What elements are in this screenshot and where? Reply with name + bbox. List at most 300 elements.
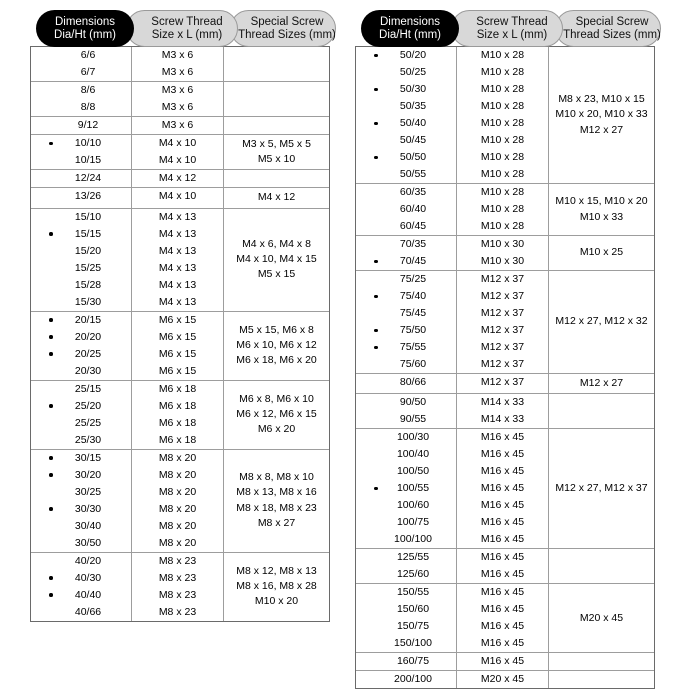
table-row-group bbox=[356, 236, 654, 271]
special-screw-column bbox=[549, 374, 654, 393]
special-screw-column bbox=[224, 82, 329, 116]
table-row: 30/25 bbox=[74, 485, 102, 498]
dimensions-column bbox=[31, 381, 132, 449]
special-screw-column bbox=[224, 209, 329, 311]
table-row-group bbox=[356, 653, 654, 671]
table-row: M8 x 20 bbox=[158, 451, 197, 464]
special-thread-size: M4 x 6, M4 x 8 bbox=[242, 237, 311, 250]
header-special-screw-line1: Special Screw bbox=[575, 16, 649, 29]
table-row: 30/40 bbox=[74, 519, 102, 532]
header-dimensions-line2: Dia/Ht (mm) bbox=[379, 28, 441, 41]
table-row: M16 x 45 bbox=[480, 516, 525, 529]
table-row: 100/75 bbox=[396, 516, 430, 529]
table-row: M14 x 33 bbox=[480, 413, 525, 426]
header-special-screw bbox=[230, 10, 336, 47]
table-row-group bbox=[356, 184, 654, 236]
table-row: M10 x 28 bbox=[480, 186, 525, 198]
table-row: M10 x 28 bbox=[480, 168, 525, 180]
table-row-group bbox=[356, 394, 654, 429]
table-row-group bbox=[31, 82, 329, 117]
special-thread-size: M6 x 12, M6 x 15 bbox=[236, 408, 317, 421]
table-row: 100/100 bbox=[394, 533, 432, 546]
table-row: 100/55 bbox=[356, 480, 456, 497]
screw-thread-column bbox=[457, 549, 549, 583]
dimensions-column bbox=[356, 429, 457, 548]
table-row: M8 x 20 bbox=[158, 468, 197, 481]
table-row: 80/66 bbox=[399, 376, 427, 388]
header-dimensions-line2: Dia/Ht (mm) bbox=[54, 28, 116, 41]
special-screw-column bbox=[224, 450, 329, 552]
table-row: 60/45 bbox=[399, 220, 427, 232]
header-special-screw-line2: Thread Sizes (mm) bbox=[238, 28, 336, 41]
screw-thread-column bbox=[457, 394, 549, 428]
table-row: 150/60 bbox=[396, 603, 430, 616]
table-row: 150/100 bbox=[394, 637, 432, 650]
special-thread-size: M8 x 23, M10 x 15 bbox=[558, 93, 645, 106]
table-row: M6 x 15 bbox=[158, 330, 197, 343]
special-thread-size: M3 x 5, M5 x 5 bbox=[242, 138, 311, 150]
dimensions-column bbox=[356, 671, 457, 688]
table-row: M12 x 37 bbox=[480, 341, 525, 353]
table-row: 75/60 bbox=[399, 358, 427, 370]
table-row: 20/20 bbox=[31, 329, 131, 346]
table-row: 20/30 bbox=[74, 364, 102, 377]
special-thread-size: M12 x 27 bbox=[579, 377, 624, 389]
dimensions-column bbox=[31, 188, 132, 207]
table-row: 150/55 bbox=[396, 586, 430, 599]
dimensions-column bbox=[31, 117, 132, 134]
table-row: M4 x 10 bbox=[158, 137, 197, 149]
screw-thread-column bbox=[457, 653, 549, 670]
table-row: M8 x 23 bbox=[158, 554, 197, 567]
header-screw-thread-line1: Screw Thread bbox=[151, 16, 223, 29]
screw-thread-column bbox=[457, 429, 549, 548]
table-row: M12 x 37 bbox=[480, 290, 525, 302]
screw-thread-column bbox=[132, 188, 224, 207]
table-row: 25/20 bbox=[31, 398, 131, 415]
table-row: M16 x 45 bbox=[480, 568, 525, 581]
stock-bullet-icon bbox=[49, 593, 53, 597]
special-screw-column bbox=[549, 236, 654, 270]
table-row: M16 x 45 bbox=[480, 655, 525, 668]
stock-bullet-icon bbox=[49, 456, 53, 460]
table-row-group bbox=[31, 47, 329, 82]
table-body-right bbox=[355, 46, 655, 689]
table-row: 60/35 bbox=[399, 186, 427, 198]
screw-thread-column bbox=[132, 209, 224, 311]
header-dimensions-line1: Dimensions bbox=[379, 16, 441, 29]
table-row: 70/45 bbox=[356, 253, 456, 270]
stock-bullet-icon bbox=[49, 335, 53, 339]
table-row: M4 x 13 bbox=[158, 295, 197, 308]
table-row: M20 x 45 bbox=[480, 673, 525, 686]
dimensions-column bbox=[31, 47, 132, 81]
special-thread-size: M6 x 18, M6 x 20 bbox=[236, 354, 317, 367]
table-row: 90/55 bbox=[399, 413, 427, 426]
table-row: 6/7 bbox=[80, 66, 96, 78]
table-row-group bbox=[31, 209, 329, 312]
table-row: M4 x 13 bbox=[158, 278, 197, 291]
header-dimensions-line1: Dimensions bbox=[54, 16, 116, 29]
table-row: M16 x 45 bbox=[480, 637, 525, 650]
table-row: M6 x 18 bbox=[158, 382, 197, 395]
special-screw-column bbox=[549, 47, 654, 183]
header-special-screw-line2: Thread Sizes (mm) bbox=[563, 28, 661, 41]
special-screw-column bbox=[549, 671, 654, 688]
table-row: 30/30 bbox=[31, 501, 131, 518]
special-thread-size: M5 x 15 bbox=[257, 268, 296, 281]
table-row: 6/6 bbox=[80, 49, 96, 61]
screw-thread-column bbox=[457, 184, 549, 235]
special-screw-column bbox=[224, 381, 329, 449]
special-thread-size: M5 x 10 bbox=[257, 153, 296, 166]
dimensions-column bbox=[356, 236, 457, 270]
table-row: M14 x 33 bbox=[480, 396, 525, 409]
special-thread-size: M5 x 15, M6 x 8 bbox=[239, 323, 314, 336]
stock-bullet-icon bbox=[49, 576, 53, 580]
table-row-group bbox=[356, 271, 654, 374]
table-row: 75/50 bbox=[356, 322, 456, 339]
screw-thread-column bbox=[132, 312, 224, 380]
table-row: M6 x 18 bbox=[158, 416, 197, 429]
table-row: M16 x 45 bbox=[480, 482, 525, 495]
header-screw-thread bbox=[126, 10, 238, 47]
dimensions-column bbox=[356, 584, 457, 652]
stock-bullet-icon bbox=[374, 122, 378, 126]
special-screw-column bbox=[224, 188, 329, 207]
table-row: M4 x 10 bbox=[158, 190, 197, 203]
special-thread-size: M10 x 25 bbox=[579, 246, 624, 259]
dimensions-column bbox=[356, 271, 457, 373]
table-row: M6 x 15 bbox=[158, 347, 197, 360]
table-row: M8 x 20 bbox=[158, 519, 197, 532]
table-row: M6 x 18 bbox=[158, 399, 197, 412]
table-row-group bbox=[356, 429, 654, 549]
screw-thread-column bbox=[132, 82, 224, 116]
screw-thread-column bbox=[457, 236, 549, 270]
table-row: 50/25 bbox=[399, 66, 427, 78]
table-row: 12/24 bbox=[74, 172, 102, 185]
dimensions-column bbox=[31, 209, 132, 311]
header-screw-thread bbox=[451, 10, 563, 47]
table-row: 50/45 bbox=[399, 134, 427, 146]
table-row-group bbox=[31, 135, 329, 170]
table-row: M10 x 28 bbox=[480, 66, 525, 78]
table-row: 15/25 bbox=[74, 261, 102, 274]
table-row: M10 x 28 bbox=[480, 203, 525, 215]
table-row-group bbox=[31, 381, 329, 450]
screw-thread-column bbox=[132, 170, 224, 187]
table-row: 25/15 bbox=[74, 382, 102, 395]
table-row: 13/26 bbox=[74, 190, 102, 203]
table-row: M12 x 37 bbox=[480, 376, 525, 388]
table-row: 125/60 bbox=[396, 568, 430, 581]
table-row: 50/55 bbox=[399, 168, 427, 180]
special-thread-size: M4 x 12 bbox=[257, 191, 296, 204]
table-row-group bbox=[31, 553, 329, 621]
table-row: M8 x 20 bbox=[158, 502, 197, 515]
table-row: M8 x 20 bbox=[158, 536, 197, 549]
special-thread-size: M20 x 45 bbox=[579, 611, 624, 624]
table-row: M16 x 45 bbox=[480, 431, 525, 444]
special-thread-size: M6 x 20 bbox=[257, 423, 296, 436]
table-row: 40/66 bbox=[74, 605, 102, 618]
table-row: M12 x 37 bbox=[480, 273, 525, 285]
table-row: M12 x 37 bbox=[480, 358, 525, 370]
special-screw-column bbox=[549, 429, 654, 548]
stock-bullet-icon bbox=[49, 473, 53, 477]
table-row: 100/50 bbox=[396, 465, 430, 478]
table-row: 25/25 bbox=[74, 416, 102, 429]
header-screw-thread-line1: Screw Thread bbox=[476, 16, 548, 29]
table-row: 20/25 bbox=[31, 346, 131, 363]
table-row: M6 x 15 bbox=[158, 313, 197, 326]
table-row: M3 x 6 bbox=[161, 49, 194, 61]
table-row: 70/35 bbox=[399, 238, 427, 250]
table-row: M16 x 45 bbox=[480, 465, 525, 478]
table-row: M16 x 45 bbox=[480, 499, 525, 512]
table-row-group bbox=[356, 671, 654, 688]
table-row: 150/75 bbox=[396, 620, 430, 633]
dimensions-column bbox=[31, 82, 132, 116]
table-row: M10 x 28 bbox=[480, 134, 525, 146]
table-row: 50/30 bbox=[356, 81, 456, 98]
table-row: 40/40 bbox=[31, 587, 131, 604]
special-screw-column bbox=[549, 184, 654, 235]
table-row: 50/20 bbox=[356, 47, 456, 64]
special-thread-size: M12 x 27, M12 x 37 bbox=[555, 482, 648, 495]
special-screw-column bbox=[224, 312, 329, 380]
table-row: M8 x 23 bbox=[158, 605, 197, 618]
table-row: M10 x 30 bbox=[480, 255, 525, 267]
table-row: 15/20 bbox=[74, 244, 102, 257]
table-row-group bbox=[356, 584, 654, 653]
table-row: 30/50 bbox=[74, 536, 102, 549]
table-row: 75/25 bbox=[399, 273, 427, 285]
table-row-group bbox=[31, 312, 329, 381]
stock-bullet-icon bbox=[49, 142, 53, 146]
table-header-right bbox=[355, 10, 661, 47]
stock-bullet-icon bbox=[49, 232, 53, 236]
stock-bullet-icon bbox=[374, 54, 378, 58]
table-row: M16 x 45 bbox=[480, 551, 525, 564]
table-body-left bbox=[30, 46, 330, 622]
table-row: M8 x 23 bbox=[158, 588, 197, 601]
header-screw-thread-line2: Size x L (mm) bbox=[151, 28, 223, 41]
special-thread-size: M12 x 27 bbox=[579, 123, 624, 136]
table-row: 20/15 bbox=[31, 312, 131, 329]
dimensions-column bbox=[31, 170, 132, 187]
table-row: 160/75 bbox=[396, 655, 430, 668]
stock-bullet-icon bbox=[374, 260, 378, 264]
table-row: 60/40 bbox=[399, 203, 427, 215]
table-row: M10 x 28 bbox=[480, 220, 525, 232]
table-row: 15/15 bbox=[31, 226, 131, 243]
table-row: M3 x 6 bbox=[161, 84, 194, 96]
table-row: M3 x 6 bbox=[161, 66, 194, 78]
screw-thread-column bbox=[457, 671, 549, 688]
table-row: 8/6 bbox=[80, 84, 96, 96]
table-row: M6 x 18 bbox=[158, 433, 197, 446]
table-row-group bbox=[31, 170, 329, 188]
table-row: M10 x 28 bbox=[480, 151, 525, 163]
stock-bullet-icon bbox=[374, 346, 378, 350]
table-row: 15/28 bbox=[74, 278, 102, 291]
table-row: 15/30 bbox=[74, 295, 102, 308]
table-header-left bbox=[30, 10, 336, 47]
table-row: M16 x 45 bbox=[480, 448, 525, 461]
table-row: M10 x 28 bbox=[480, 100, 525, 112]
special-screw-column bbox=[224, 553, 329, 621]
stock-bullet-icon bbox=[49, 404, 53, 408]
stock-bullet-icon bbox=[49, 318, 53, 322]
table-row: M4 x 13 bbox=[158, 244, 197, 257]
table-row: M10 x 28 bbox=[480, 117, 525, 129]
table-row: M4 x 10 bbox=[158, 154, 197, 166]
header-special-screw-line1: Special Screw bbox=[250, 16, 324, 29]
screw-thread-column bbox=[132, 117, 224, 134]
table-row: M3 x 6 bbox=[161, 101, 194, 113]
table-row: M6 x 15 bbox=[158, 364, 197, 377]
table-row: 30/15 bbox=[31, 450, 131, 467]
special-thread-size: M8 x 18, M8 x 23 bbox=[236, 501, 317, 514]
special-thread-size: M10 x 15, M10 x 20 bbox=[555, 195, 648, 208]
special-screw-column bbox=[549, 653, 654, 670]
special-thread-size: M8 x 16, M8 x 28 bbox=[236, 580, 317, 593]
table-row: 40/30 bbox=[31, 570, 131, 587]
dimensions-column bbox=[31, 135, 132, 169]
table-row: M3 x 6 bbox=[161, 119, 194, 131]
special-thread-size: M8 x 13, M8 x 16 bbox=[236, 486, 317, 499]
table-row: 100/30 bbox=[396, 431, 430, 444]
screw-thread-column bbox=[132, 381, 224, 449]
table-row: 8/8 bbox=[80, 101, 96, 113]
table-row-group bbox=[356, 47, 654, 184]
table-row: M12 x 37 bbox=[480, 324, 525, 336]
screw-thread-column bbox=[132, 47, 224, 81]
screw-thread-column bbox=[132, 553, 224, 621]
table-row: 75/55 bbox=[356, 339, 456, 356]
screw-thread-column bbox=[457, 374, 549, 393]
table-row: 15/10 bbox=[74, 210, 102, 223]
table-row: 50/40 bbox=[356, 115, 456, 132]
dimensions-column bbox=[356, 184, 457, 235]
table-row: M8 x 23 bbox=[158, 571, 197, 584]
table-row: M4 x 13 bbox=[158, 210, 197, 223]
table-row: M16 x 45 bbox=[480, 533, 525, 546]
header-dimensions bbox=[36, 10, 134, 47]
special-thread-size: M10 x 33 bbox=[579, 210, 624, 223]
table-row: M4 x 13 bbox=[158, 261, 197, 274]
screw-thread-column bbox=[457, 47, 549, 183]
table-row-group bbox=[31, 117, 329, 135]
table-row: M10 x 28 bbox=[480, 49, 525, 61]
special-thread-size: M8 x 12, M8 x 13 bbox=[236, 564, 317, 577]
special-thread-size: M10 x 20 bbox=[254, 595, 299, 608]
stock-bullet-icon bbox=[374, 329, 378, 333]
table-row: M16 x 45 bbox=[480, 603, 525, 616]
special-screw-column bbox=[224, 170, 329, 187]
table-row: 75/40 bbox=[356, 288, 456, 305]
screw-thread-column bbox=[457, 584, 549, 652]
special-thread-size: M4 x 10, M4 x 15 bbox=[236, 253, 317, 266]
table-row: M4 x 12 bbox=[158, 172, 197, 185]
table-row: M10 x 28 bbox=[480, 83, 525, 95]
header-dimensions bbox=[361, 10, 459, 47]
special-thread-size: M8 x 27 bbox=[257, 516, 296, 529]
table-row: 200/100 bbox=[394, 673, 432, 686]
table-row: 100/40 bbox=[396, 448, 430, 461]
table-row: M12 x 37 bbox=[480, 307, 525, 319]
table-row: M16 x 45 bbox=[480, 586, 525, 599]
dimensions-column bbox=[356, 374, 457, 393]
special-thread-size: M6 x 10, M6 x 12 bbox=[236, 339, 317, 352]
screw-spec-table-right bbox=[355, 10, 661, 689]
dimensions-column bbox=[356, 394, 457, 428]
table-row-group bbox=[356, 549, 654, 584]
screw-thread-column bbox=[132, 135, 224, 169]
table-row: 40/20 bbox=[74, 554, 102, 567]
special-screw-column bbox=[549, 394, 654, 428]
table-row: 50/50 bbox=[356, 149, 456, 166]
table-row: 10/15 bbox=[74, 154, 102, 166]
special-thread-size: M6 x 8, M6 x 10 bbox=[239, 392, 314, 405]
special-thread-size: M8 x 8, M8 x 10 bbox=[239, 471, 314, 484]
table-row: 90/50 bbox=[399, 396, 427, 409]
header-screw-thread-line2: Size x L (mm) bbox=[476, 28, 548, 41]
dimensions-column bbox=[356, 549, 457, 583]
table-row: M10 x 30 bbox=[480, 238, 525, 250]
dimensions-column bbox=[356, 47, 457, 183]
table-row: M16 x 45 bbox=[480, 620, 525, 633]
special-screw-column bbox=[224, 47, 329, 81]
stock-bullet-icon bbox=[49, 507, 53, 511]
table-row: M4 x 13 bbox=[158, 227, 197, 240]
table-row: 125/55 bbox=[396, 551, 430, 564]
screw-thread-column bbox=[457, 271, 549, 373]
table-row: 75/45 bbox=[399, 307, 427, 319]
special-thread-size: M12 x 27, M12 x 32 bbox=[555, 315, 648, 328]
table-row-group bbox=[31, 188, 329, 208]
table-row: 30/20 bbox=[31, 467, 131, 484]
stock-bullet-icon bbox=[374, 295, 378, 299]
special-screw-column bbox=[224, 117, 329, 134]
special-thread-size: M10 x 20, M10 x 33 bbox=[555, 108, 648, 121]
dimensions-column bbox=[356, 653, 457, 670]
special-screw-column bbox=[549, 271, 654, 373]
table-row: M8 x 20 bbox=[158, 485, 197, 498]
table-row: 9/12 bbox=[77, 119, 99, 131]
stock-bullet-icon bbox=[49, 352, 53, 356]
special-screw-column bbox=[549, 549, 654, 583]
table-row: 50/35 bbox=[399, 100, 427, 112]
dimensions-column bbox=[31, 312, 132, 380]
table-row: 100/60 bbox=[396, 499, 430, 512]
table-row: 25/30 bbox=[74, 433, 102, 446]
stock-bullet-icon bbox=[374, 156, 378, 160]
stock-bullet-icon bbox=[374, 487, 378, 491]
table-row-group bbox=[31, 450, 329, 553]
dimensions-column bbox=[31, 553, 132, 621]
table-row: 10/10 bbox=[31, 135, 131, 152]
screw-thread-column bbox=[132, 450, 224, 552]
dimensions-column bbox=[31, 450, 132, 552]
header-special-screw bbox=[555, 10, 661, 47]
special-screw-column bbox=[549, 584, 654, 652]
table-row-group bbox=[356, 374, 654, 394]
special-screw-column bbox=[224, 135, 329, 169]
stock-bullet-icon bbox=[374, 88, 378, 92]
